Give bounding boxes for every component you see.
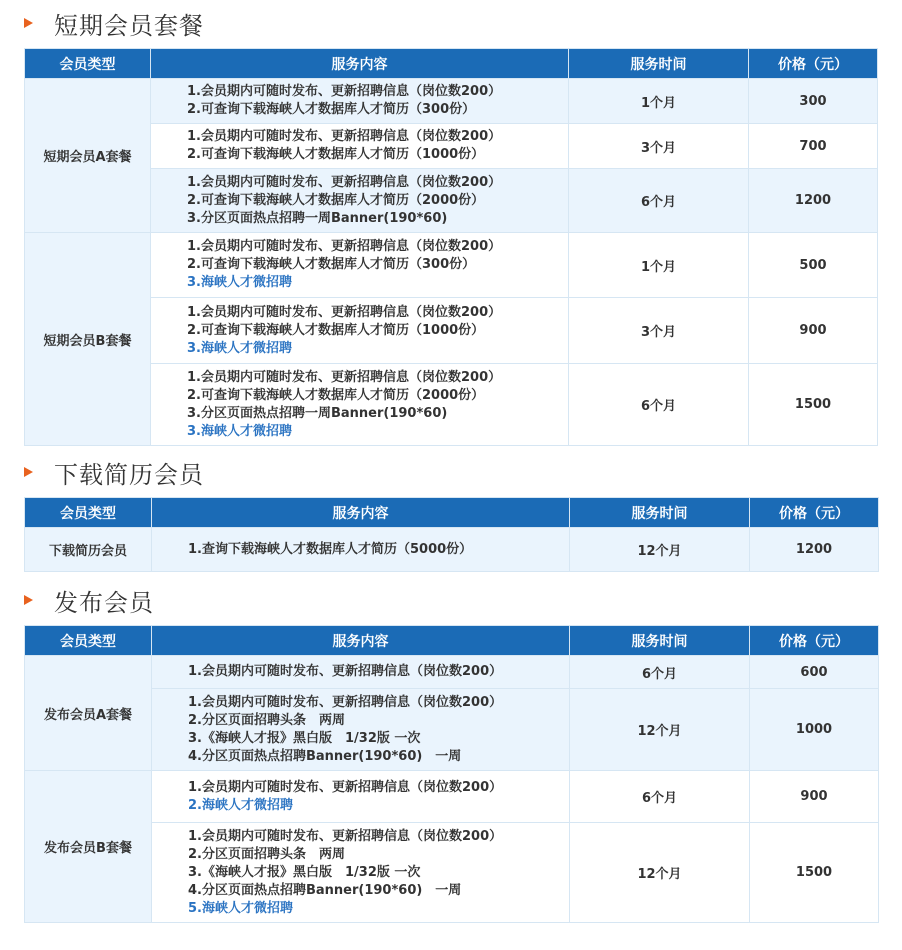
table-row xyxy=(25,79,878,124)
header-member-type: 会员类型 xyxy=(25,49,151,79)
orange-arrow-icon xyxy=(24,18,33,28)
header-service-time: 服务时间 xyxy=(570,626,750,656)
service-content-cell: 1.会员期内可随时发布、更新招聘信息（岗位数200） 2.可查询下载海峡人才数据库人才简历（1000份） xyxy=(151,124,569,169)
member-type-cell: 下载简历会员 xyxy=(25,528,152,572)
price-cell: 1500 xyxy=(750,823,879,923)
service-content-cell: 1.会员期内可随时发布、更新招聘信息（岗位数200） xyxy=(152,656,570,689)
member-type-cell: 发布会员B套餐 xyxy=(25,771,152,923)
service-time-cell: 3个月 xyxy=(569,298,749,364)
table-row xyxy=(25,528,879,572)
table-row xyxy=(25,689,879,771)
price-cell: 1200 xyxy=(750,528,879,572)
price-cell: 500 xyxy=(749,233,878,298)
service-time-cell: 6个月 xyxy=(569,364,749,446)
header-member-type: 会员类型 xyxy=(25,498,152,528)
service-content-cell: 1.会员期内可随时发布、更新招聘信息（岗位数200） 2.可查询下载海峡人才数据库人才简历（1000份） 3.海峡人才微招聘 xyxy=(151,298,569,364)
orange-arrow-icon xyxy=(24,467,33,477)
service-time-cell: 12个月 xyxy=(570,823,750,923)
header-member-type: 会员类型 xyxy=(25,626,152,656)
section-title-text: 发布会员 xyxy=(54,588,154,617)
price-cell: 700 xyxy=(749,124,878,169)
table-row xyxy=(25,771,879,823)
service-time-cell: 6个月 xyxy=(569,169,749,233)
service-content-cell: 1.会员期内可随时发布、更新招聘信息（岗位数200） 2.海峡人才微招聘 xyxy=(152,771,570,823)
header-service-content: 服务内容 xyxy=(152,498,570,528)
service-time-cell: 6个月 xyxy=(570,656,750,689)
header-service-time: 服务时间 xyxy=(570,498,750,528)
section-title-text: 短期会员套餐 xyxy=(54,11,204,40)
price-cell: 1500 xyxy=(749,364,878,446)
header-service-time: 服务时间 xyxy=(569,49,749,79)
service-content-cell: 1.会员期内可随时发布、更新招聘信息（岗位数200） 2.分区页面招聘头条 两周 3.《海峡人才报》黑白版 1/32版 一次 4.分区页面热点招聘Banner(190*60) 一周 xyxy=(152,689,570,771)
header-service-content: 服务内容 xyxy=(151,49,569,79)
price-cell: 600 xyxy=(750,656,879,689)
price-cell: 1200 xyxy=(749,169,878,233)
table-row xyxy=(25,233,878,298)
header-service-content: 服务内容 xyxy=(152,626,570,656)
service-content-cell: 1.会员期内可随时发布、更新招聘信息（岗位数200） 2.分区页面招聘头条 两周 3.《海峡人才报》黑白版 1/32版 一次 4.分区页面热点招聘Banner(190*60) 一周 5.海峡人才微招聘 xyxy=(152,823,570,923)
section-title-short-term xyxy=(24,5,204,41)
section-title-download xyxy=(24,454,204,490)
service-content-cell: 1.查询下载海峡人才数据库人才简历（5000份） xyxy=(152,528,570,572)
service-time-cell: 12个月 xyxy=(570,689,750,771)
section-title-text: 下载简历会员 xyxy=(54,460,204,489)
table-row xyxy=(25,656,879,689)
service-time-cell: 6个月 xyxy=(570,771,750,823)
service-time-cell: 1个月 xyxy=(569,79,749,124)
service-time-cell: 1个月 xyxy=(569,233,749,298)
table-row xyxy=(25,124,878,169)
table-row xyxy=(25,298,878,364)
section-title-publish xyxy=(24,582,154,618)
table-row xyxy=(25,823,879,923)
service-content-cell: 1.会员期内可随时发布、更新招聘信息（岗位数200） 2.可查询下载海峡人才数据库人才简历（2000份） 3.分区页面热点招聘一周Banner(190*60) xyxy=(151,169,569,233)
member-type-cell: 短期会员B套餐 xyxy=(25,233,151,446)
price-cell: 300 xyxy=(749,79,878,124)
table-row xyxy=(25,364,878,446)
download-table xyxy=(24,497,879,572)
header-price: 价格（元） xyxy=(749,49,878,79)
short-term-table xyxy=(24,48,878,446)
price-cell: 900 xyxy=(749,298,878,364)
service-content-cell: 1.会员期内可随时发布、更新招聘信息（岗位数200） 2.可查询下载海峡人才数据库人才简历（300份） xyxy=(151,79,569,124)
service-time-cell: 3个月 xyxy=(569,124,749,169)
member-type-cell: 短期会员A套餐 xyxy=(25,79,151,233)
header-price: 价格（元） xyxy=(750,498,879,528)
service-content-cell: 1.会员期内可随时发布、更新招聘信息（岗位数200） 2.可查询下载海峡人才数据库人才简历（2000份） 3.分区页面热点招聘一周Banner(190*60) 3.海峡人才微招聘 xyxy=(151,364,569,446)
service-time-cell: 12个月 xyxy=(570,528,750,572)
publish-table xyxy=(24,625,879,923)
table-row xyxy=(25,169,878,233)
member-type-cell: 发布会员A套餐 xyxy=(25,656,152,771)
price-cell: 1000 xyxy=(750,689,879,771)
orange-arrow-icon xyxy=(24,595,33,605)
service-content-cell: 1.会员期内可随时发布、更新招聘信息（岗位数200） 2.可查询下载海峡人才数据库人才简历（300份） 3.海峡人才微招聘 xyxy=(151,233,569,298)
header-price: 价格（元） xyxy=(750,626,879,656)
price-cell: 900 xyxy=(750,771,879,823)
